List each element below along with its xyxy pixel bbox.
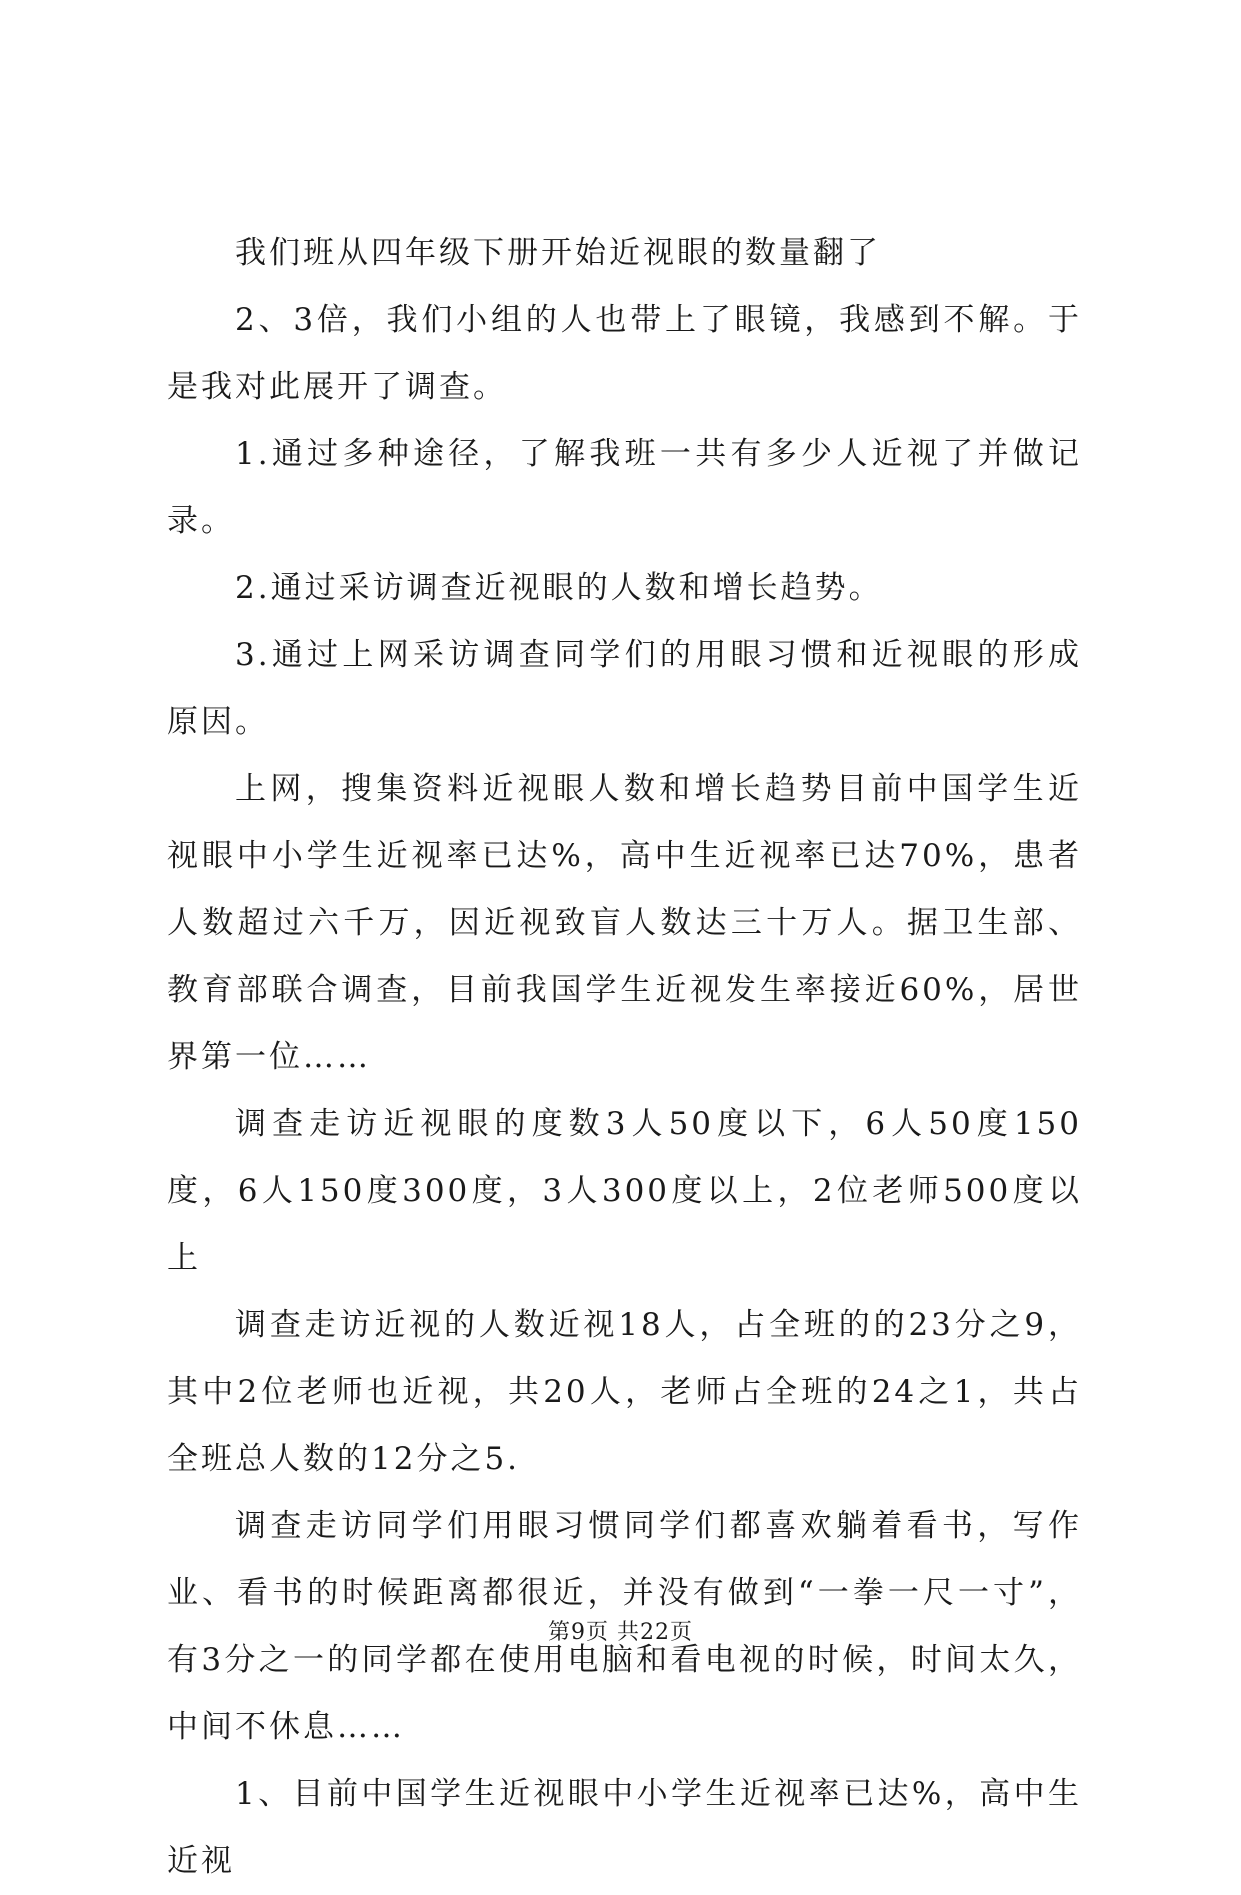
paragraph-7: 调查走访近视眼的度数3人50度以下，6人50度150度，6人150度300度，3人300度以上，2位老师500度以上	[167, 1106, 1082, 1276]
paragraph-2: 2、3倍，我们小组的人也带上了眼镜，我感到不解。于是我对此展开了调查。	[167, 302, 1082, 405]
paragraph-10: 1、目前中国学生近视眼中小学生近视率已达%，高中生近视	[167, 1776, 1082, 1879]
paragraph-1: 我们班从四年级下册开始近视眼的数量翻了	[235, 235, 881, 271]
paragraph-9: 调查走访同学们用眼习惯同学们都喜欢躺着看书，写作业、看书的时候距离都很近，并没有做到“一拳一尺一寸”，有3分之一的同学都在使用电脑和看电视的时候，时间太久，中间不休息……	[167, 1508, 1082, 1745]
paragraph-4: 2.通过采访调查近视眼的人数和增长趋势。	[235, 570, 883, 606]
paragraph-8: 调查走访近视的人数近视18人，占全班的的23分之9，其中2位老师也近视，共20人，老师占全班的24之1，共占全班总人数的12分之5.	[167, 1307, 1082, 1477]
page-footer: 第9页 共22页	[548, 1620, 693, 1645]
paragraph-5: 3.通过上网采访调查同学们的用眼习惯和近视眼的形成原因。	[167, 637, 1082, 740]
paragraph-3: 1.通过多种途径，了解我班一共有多少人近视了并做记录。	[167, 436, 1082, 539]
paragraph-6: 上网，搜集资料近视眼人数和增长趋势目前中国学生近视眼中小学生近视率已达%，高中生近视率已达70%，患者人数超过六千万，因近视致盲人数达三十万人。据卫生部、教育部联合调查，目前我国学生近视发生率接近60%，居世界第一位……	[167, 771, 1082, 1075]
